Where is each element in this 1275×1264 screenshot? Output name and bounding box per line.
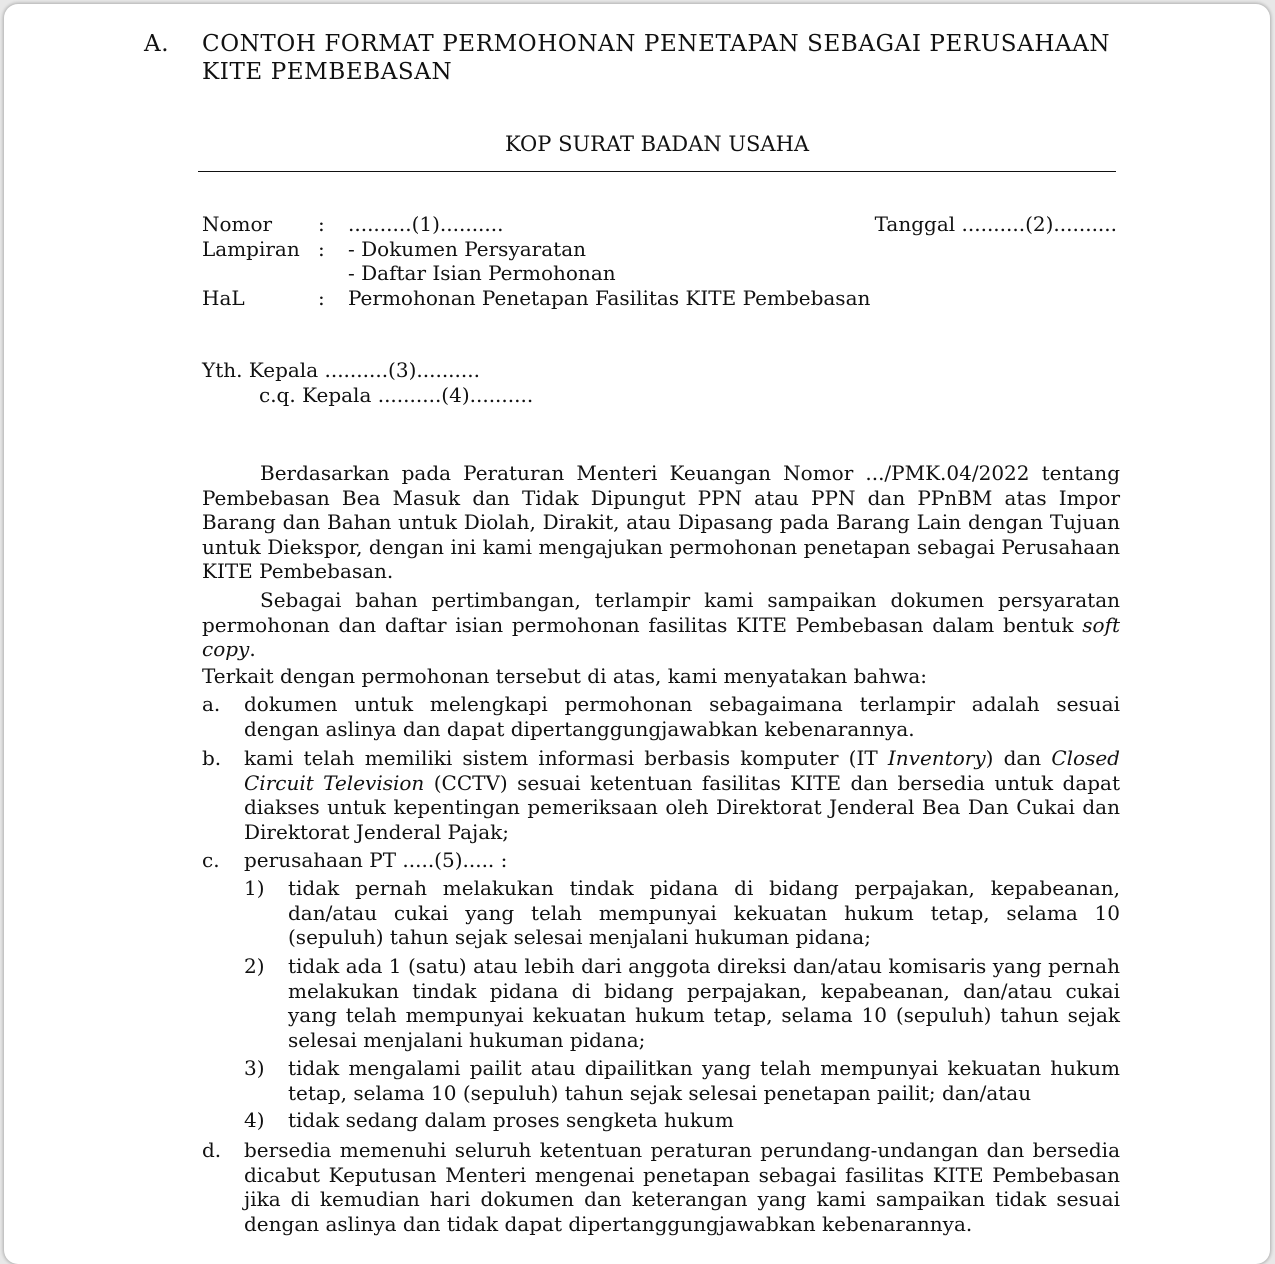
list-text-c: perusahaan PT .....(5)..... :: [244, 848, 508, 872]
hal-colon: :: [318, 286, 325, 310]
lampiran-colon: :: [318, 237, 325, 261]
sub-marker-2: 2): [244, 954, 265, 978]
sub-text-1: tidak pernah melakukan tindak pidana di bidang perpajakan, kepabeanan, dan/atau cukai yang telah mempunyai kekuatan hukum tetap, selama 10 (sepuluh) tahun sejak selesai menjalani hukuman pidana;: [288, 876, 1120, 949]
nomor-label: Nomor: [202, 212, 273, 236]
list-marker-a: a.: [202, 692, 221, 716]
sub-marker-4: 4): [244, 1108, 265, 1132]
list-text-b-part1: kami telah memiliki sistem informasi berbasis komputer (IT: [244, 746, 878, 770]
list-marker-b: b.: [202, 746, 222, 770]
sub-marker-1: 1): [244, 876, 265, 900]
kop-divider: [198, 171, 1116, 172]
list-marker-d: d.: [202, 1138, 222, 1162]
sub-text-3: tidak mengalami pailit atau dipailitkan yang telah mempunyai kekuatan hukum tetap, selama 10 (sepuluh) tahun sejak selesai penetapan pailit; dan/atau: [288, 1056, 1120, 1105]
tanggal-field: Tanggal ..........(2)..........: [874, 212, 1117, 236]
list-marker-c: c.: [202, 848, 220, 872]
paragraph-2: [202, 588, 1120, 662]
lampiran-label: Lampiran: [202, 237, 300, 261]
list-text-a: dokumen untuk melengkapi permohonan sebagaimana terlampir adalah sesuai dengan aslinya dan dapat dipertanggungjawabkan kebenarannya.: [244, 692, 1120, 741]
sub-text-4: tidak sedang dalam proses sengketa hukum: [288, 1108, 734, 1132]
nomor-value: ..........(1)..........: [348, 212, 504, 236]
recipient-line-2: c.q. Kepala ..........(4)..........: [259, 383, 534, 407]
hal-value: Permohonan Penetapan Fasilitas KITE Pembebasan: [348, 286, 871, 310]
section-title-line1: CONTOH FORMAT PERMOHONAN PENETAPAN SEBAGAI PERUSAHAAN: [202, 31, 1111, 57]
list-text-b-part3: (CCTV) sesuai ketentuan fasilitas KITE dan bersedia untuk dapat diakses untuk kepentingan pemeriksaan oleh Direktorat Jenderal Bea Dan Cukai dan Direktorat Jenderal Pajak;: [244, 770, 1121, 844]
kop-surat-label: KOP SURAT BADAN USAHA: [504, 132, 810, 156]
paragraph-2-text: Sebagai bahan pertimbangan, terlampir kami sampaikan dokumen persyaratan permohonan dan daftar isian permohonan fasilitas KITE Pembebasan dalam bentuk: [202, 588, 1120, 637]
list-text-b: [244, 746, 1120, 844]
recipient-line-1: Yth. Kepala ..........(3)..........: [202, 358, 480, 382]
section-letter: A.: [144, 31, 170, 57]
sub-marker-3: 3): [244, 1056, 265, 1080]
list-text-d: bersedia memenuhi seluruh ketentuan peraturan perundang-undangan dan bersedia dicabut Keputusan Menteri mengenai penetapan sebagai fasilitas KITE Pembebasan jika di kemudian hari dokumen dan keterangan yang kami sampaikan tidak sesuai dengan aslinya dan tidak dapat dipertanggungjawabkan kebenarannya.: [244, 1138, 1120, 1236]
lampiran-item-2: - Daftar Isian Permohonan: [348, 261, 616, 285]
paragraph-3: Terkait dengan permohonan tersebut di atas, kami menyatakan bahwa:: [202, 664, 927, 688]
paragraph-1: Berdasarkan pada Peraturan Menteri Keuangan Nomor .../PMK.04/2022 tentang Pembebasan Bea Masuk dan Tidak Dipungut PPN atau PPN dan PPnBM atas Impor Barang dan Bahan untuk Diolah, Dirakit, atau Dipasang pada Barang Lain dengan Tujuan untuk Diekspor, dengan ini kami mengajukan permohonan penetapan sebagai Perusahaan KITE Pembebasan.: [202, 461, 1120, 583]
sub-text-2: tidak ada 1 (satu) atau lebih dari anggota direksi dan/atau komisaris yang pernah melakukan tindak pidana di bidang perpajakan, kepabeanan, dan/atau cukai yang telah mempunyai kekuatan hukum tetap, selama 10 (sepuluh) tahun sejak selesai menjalani hukuman pidana;: [288, 954, 1120, 1052]
section-title-line2: KITE PEMBEBASAN: [202, 59, 453, 85]
nomor-colon: :: [318, 212, 325, 236]
list-text-b-italic2: Closed Circuit Television: [244, 746, 1120, 795]
list-text-b-italic1: Inventory: [887, 746, 986, 770]
paragraph-2-italic: soft copy: [202, 612, 1121, 661]
hal-label: HaL: [202, 286, 245, 310]
paragraph-2-end: .: [249, 637, 256, 661]
list-text-b-part2: ) dan: [985, 746, 1042, 770]
lampiran-item-1: - Dokumen Persyaratan: [348, 237, 586, 261]
